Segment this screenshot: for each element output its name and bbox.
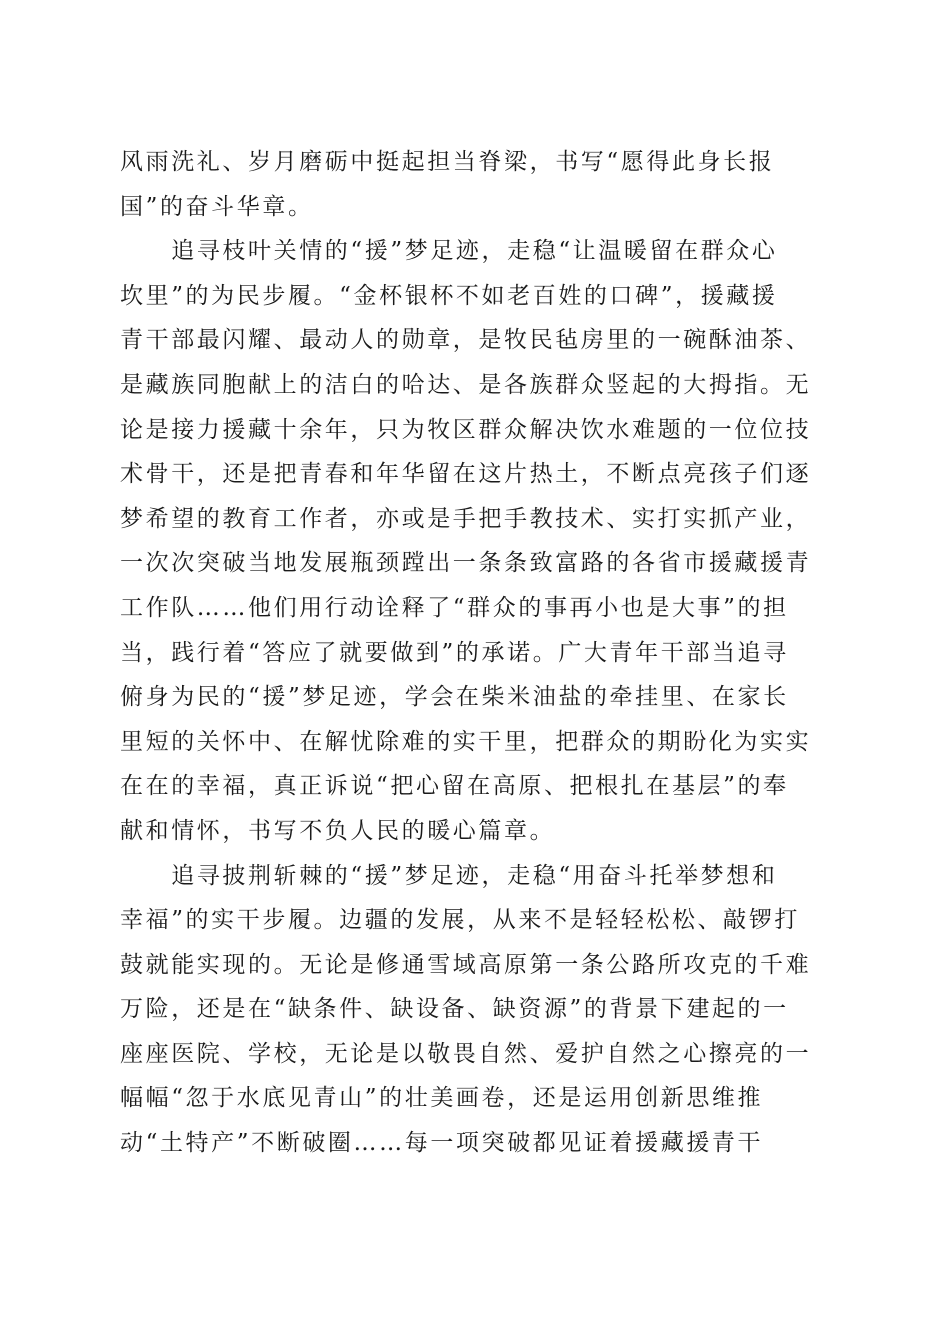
body-text xyxy=(120,140,830,1166)
text-line: 追寻枝叶关情的“援”梦足迹，走稳“让温暖留在群众心 xyxy=(120,238,778,265)
text-line: 一次次突破当地发展瓶颈蹚出一条条致富路的各省市援藏援青 xyxy=(120,550,812,577)
text-line: 幅幅“忽于水底见青山”的壮美画卷，还是运用创新思维推 xyxy=(120,1085,764,1112)
text-line: 工作队……他们用行动诠释了“群众的事再小也是大事”的担 xyxy=(120,594,789,621)
text-line: 动“土特产”不断破圈……每一项突破都见证着援藏援青干 xyxy=(120,1130,764,1157)
text-line: 青干部最闪耀、最动人的勋章，是牧民毡房里的一碗酥油茶、 xyxy=(120,327,812,354)
text-line: 坎里”的为民步履。“金杯银杯不如老百姓的口碑”，援藏援 xyxy=(120,282,778,309)
text-line: 里短的关怀中、在解忧除难的实干里，把群众的期盼化为实实 xyxy=(120,728,812,755)
text-line: 是藏族同胞献上的洁白的哈达、是各族群众竖起的大拇指。无 xyxy=(120,371,812,398)
text-line: 术骨干，还是把青春和年华留在这片热土，不断点亮孩子们逐 xyxy=(120,461,812,488)
text-line: 论是接力援藏十余年，只为牧区群众解决饮水难题的一位位技 xyxy=(120,416,812,443)
text-line: 座座医院、学校，无论是以敬畏自然、爱护自然之心擦亮的一 xyxy=(120,1040,812,1067)
text-line: 俯身为民的“援”梦足迹，学会在柴米油盐的牵挂里、在家长 xyxy=(120,684,789,711)
text-line: 风雨洗礼、岁月磨砺中挺起担当脊梁，书写“愿得此身长报 xyxy=(120,149,775,175)
text-line: 当，践行着“答应了就要做到”的承诺。广大青年干部当追寻 xyxy=(120,639,789,666)
text-line: 梦希望的教育工作者，亦或是手把手教技术、实打实抓产业， xyxy=(120,505,812,532)
text-line: 国”的奋斗华章。 xyxy=(120,193,314,220)
text-line: 献和情怀，书写不负人民的暖心篇章。 xyxy=(120,817,556,844)
text-line: 幸福”的实干步履。边疆的发展，从来不是轻轻松松、敲锣打 xyxy=(120,907,800,934)
text-line: 追寻披荆斩棘的“援”梦足迹，走稳“用奋斗托举梦想和 xyxy=(120,862,778,889)
text-line: 鼓就能实现的。无论是修通雪域高原第一条公路所攻克的千难 xyxy=(120,951,812,978)
text-line: 万险，还是在“缺条件、缺设备、缺资源”的背景下建起的一 xyxy=(120,996,789,1023)
text-line: 在在的幸福，真正诉说“把心留在高原、把根扎在基层”的奉 xyxy=(120,773,789,800)
